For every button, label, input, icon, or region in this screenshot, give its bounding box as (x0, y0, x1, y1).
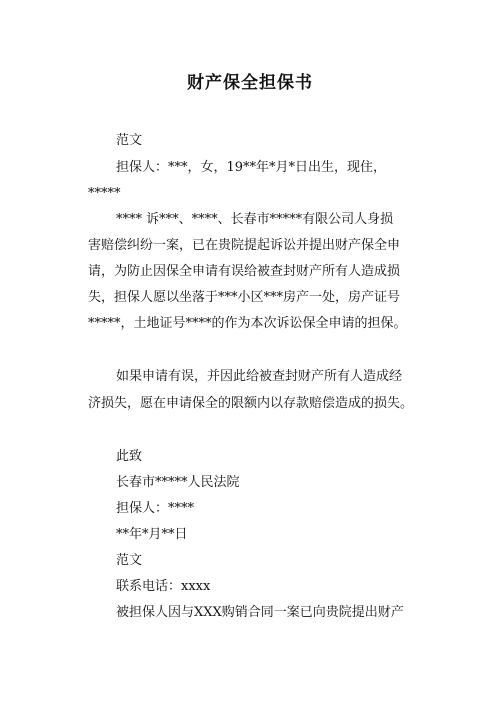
text-line: 范文 (116, 133, 143, 148)
text-line: 如果申请有误，并因此给被查封财产所有人造成经 (116, 369, 403, 384)
text-line: 担保人：***，女，19**年*月*日出生，现住， (116, 160, 387, 175)
text-line: **** 诉***、****、长春市*****有限公司人身损 (116, 212, 394, 227)
text-line: *****，土地证号****的作为本次诉讼保全申请的担保。 (88, 316, 407, 331)
text-line: **年*月**日 (116, 527, 188, 542)
text-line: 担保人：**** (116, 501, 195, 516)
text-line: 请，为防止因保全申请有误给被查封财产所有人造成损 (88, 264, 401, 279)
text-line: 被担保人因与XXX购销合同一案已向贵院提出财产 (116, 605, 404, 620)
text-line: 害赔偿纠纷一案，已在贵院提起诉讼并提出财产保全申 (88, 238, 401, 253)
text-line: 济损失，愿在申请保全的限额内以存款赔偿造成的损失。 (88, 396, 414, 411)
text-line: 失，担保人愿以坐落于***小区***房产一处，房产证号 (88, 290, 401, 305)
document-title: 财产保全担保书 (187, 73, 313, 93)
text-line: 联系电话：xxxx (116, 579, 211, 594)
text-line: ***** (88, 186, 121, 201)
text-line: 此致 (116, 449, 143, 464)
text-line: 范文 (116, 553, 143, 568)
text-line: 长春市*****人民法院 (116, 475, 240, 490)
